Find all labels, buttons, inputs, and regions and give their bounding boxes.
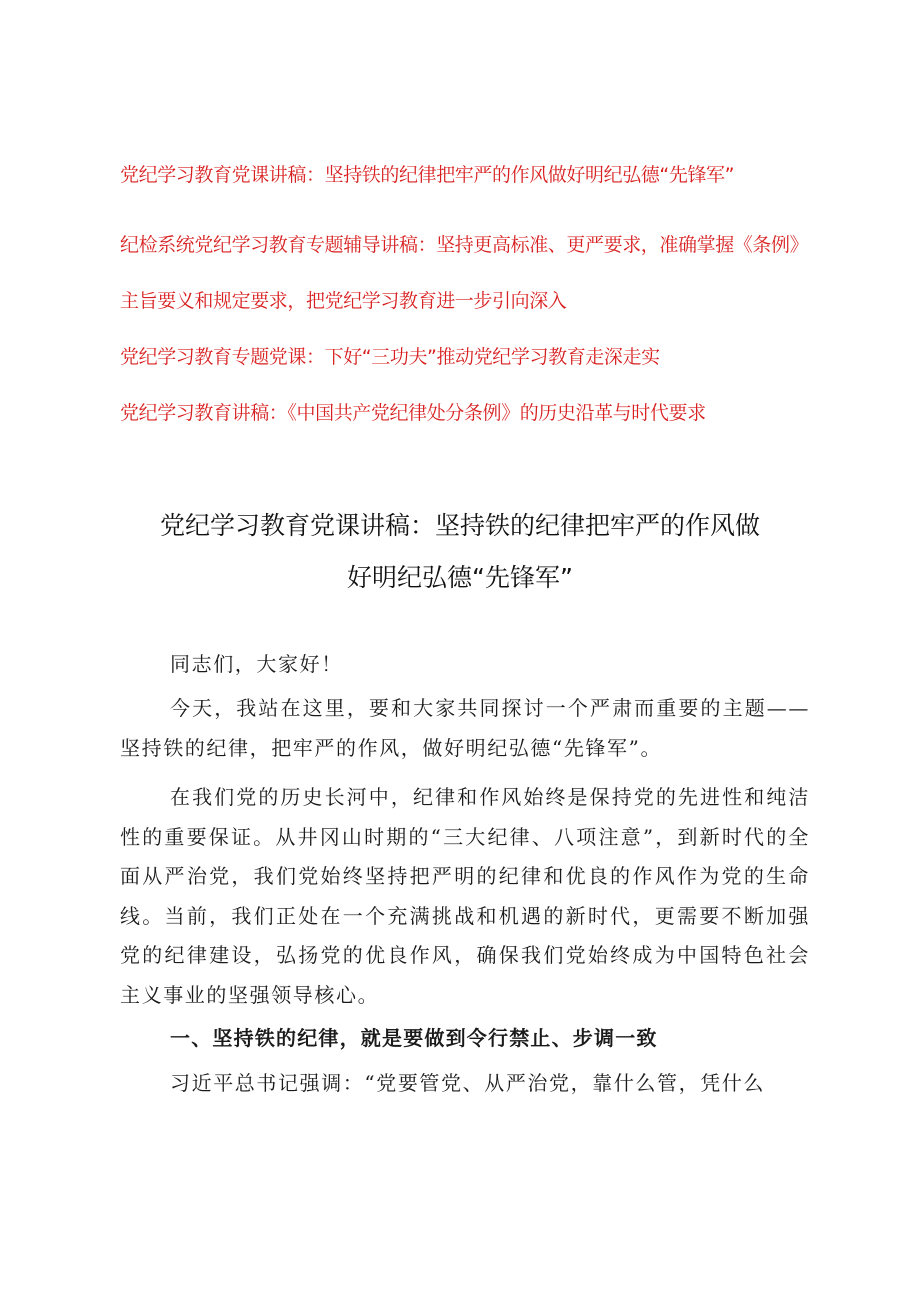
related-title-4[interactable]: 党纪学习教育讲稿：《中国共产党纪律处分条例》的历史沿革与时代要求	[120, 402, 706, 424]
intro-paragraph: 今天，我站在这里，要和大家共同探讨一个严肃而重要的主题——坚持铁的纪律，把牢严的作风，做好明纪弘德“先锋军”。	[120, 696, 810, 760]
page-title-line-1: 党纪学习教育党课讲稿：坚持铁的纪律把牢严的作风做	[159, 511, 760, 540]
greeting-paragraph: 同志们，大家好！	[170, 652, 343, 676]
history-paragraph: 在我们党的历史长河中，纪律和作风始终是保持党的先进性和纯洁性的重要保证。从井冈山时期的“三大纪律、八项注意”，到新时代的全面从严治党，我们党始终坚持把严明的纪律和优良的作风作为党的生命线。当前，我们正处在一个充满挑战和机遇的新时代，更需要不断加强党的纪律建设，弘扬党的优良作风，确保我们党始终成为中国特色社会主义事业的坚强领导核心。	[120, 785, 810, 1007]
related-title-2[interactable]: 纪检系统党纪学习教育专题辅导讲稿：坚持更高标准、更严要求，准确掌握《条例》	[120, 234, 809, 256]
related-title-2-continued[interactable]: 主旨要义和规定要求，把党纪学习教育进一步引向深入	[120, 290, 567, 312]
section-1-paragraph: 习近平总书记强调：“党要管党、从严治党，靠什么管，凭什么	[170, 1071, 766, 1095]
related-title-3[interactable]: 党纪学习教育专题党课：下好“三功夫”推动党纪学习教育走深走实	[120, 346, 660, 368]
page-title-line-2: 好明纪弘德“先锋军”	[347, 563, 573, 592]
section-heading-1: 一、坚持铁的纪律，就是要做到令行禁止、步调一致	[170, 1026, 658, 1050]
related-title-1[interactable]: 党纪学习教育党课讲稿：坚持铁的纪律把牢严的作风做好明纪弘德“先锋军”	[120, 164, 735, 186]
page-title	[110, 500, 810, 604]
